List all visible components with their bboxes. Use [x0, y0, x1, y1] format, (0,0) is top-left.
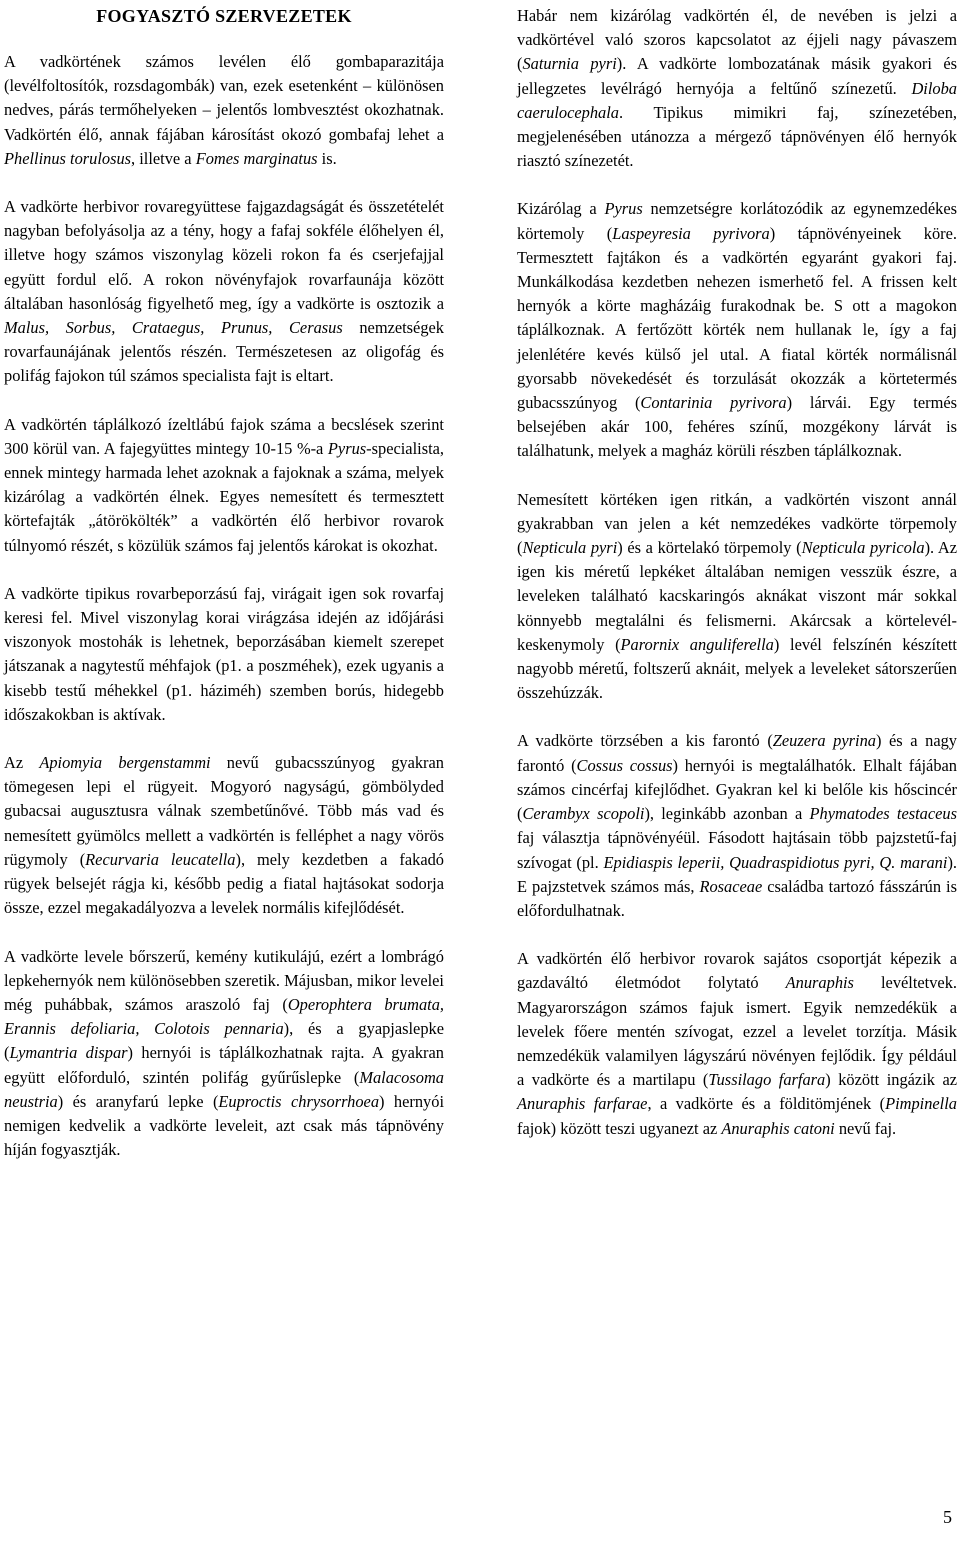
paragraph-pollination: A vadkörte tipikus rovarbeporzású faj, virágait igen sok rovarfaj keresi fel. Mivel viszonylag korai virágzása idején az időjárási viszonyok mostohák is lehetnek, beporzásában kiemelt szerepet játszanak a nagytestű méhfajok (p1. a poszméhek), ezek ugyanis a kisebb testű méhekkel (p1. háziméh) szemben borús, hidegebb időszakokban is aktívak. — [4, 583, 444, 724]
paragraph-herbivore-community: A vadkörte herbivor rovaregyüttese fajgazdagságát és összetételét nagyban befolyásolja az a tény, hogy a fafaj sokféle élőhelyen él, illetve hogy számos viszonylag közeli rokon fa és cserjefajjal együtt fordul elő. A rokon növényfajok rovarfaunája között általában hasonlóság figyelhető meg, így a vadkörte is osztozik a Malus, Sorbus, Crataegus, Prunus, Cerasus nemzetségek rovarfaunájának jelentős részén. Természetesen az oligofág és polifág fajokon túl számos specialista fajt is eltart. — [4, 197, 445, 386]
paragraph-aphids: A vadkörtén élő herbivor rovarok sajátos csoportját képezik a gazdaváltó életmódot folytató Anuraphis levéltetvek. Magyarországon számos fajuk ismert. Egyik nemzedékük a levelek főere mentén szívogat, ezzel a levelet torzítja. Másik nemzedékük valamilyen lágyszárú növényen fejlődik. Így például a vadkörte és a martilapu (Tussilago farfara) között ingázik az Anuraphis farfarae, a vadkörte és a földitömjének (Pimpinella fajok) között teszi ugyanezt az Anuraphis catoni nevű faj. — [517, 949, 958, 1138]
paragraph-gall-midge: Az Apiomyia bergenstammi nevű gubacsszúnyog gyakran tömegesen lepi el rügyeit. Mogyoró nagyságú, gömbölyded gubacsai augusztusra válnak szembetűnővé. Több más vad és nemesített gyümölcs mellett a vadkörtén is felléphet a nagy vörös rügymoly (Recurvaria leucatella), mely kezdetben a fakadó rügyek belsejét rágja ki, később pedig a fiatal hajtásokat sodorja össze, ezzel megakadályozva a levelek normális kifejlődését. — [4, 753, 444, 918]
paragraph-wood-borers: A vadkörte törzsében a kis farontó (Zeuzera pyrina) és a nagy farontó (Cossus cossus) hernyói is megtalálhatók. Elhalt fájában számos cincérfaj kifejlődhet. Gyakran kel ki belőle kis hőscincér (Cerambyx scopoli), leginkább azonban a Phymatodes testaceus faj választja tápnövényéül. Fásodott hajtásain több pajzstetű-faj szívogat (pl. Epidiaspis leperii, Quadraspidiotus pyri, Q. marani). E pajzstetvek számos más, Rosaceae családba tartozó fásszárún is előfordulhatnak. — [517, 731, 957, 920]
right-column — [517, 4, 957, 1165]
paragraph-leaf-miners: Nemesített körtéken igen ritkán, a vadkörtén viszont annál gyakrabban van jelen a két nemzedékes vadkörte törpemoly (Nepticula pyri) és a körtelakó törpemoly (Nepticula pyricola). Az igen kis méretű lepkéket általában nemigen vesszük észre, a leveleken található kacskaringós aknákat viszont már sokkal könnyebb megtalálni és felismerni. Akárcsak a körtelevél-keskenymoly (Parornix anguliferella) levél felszínén készített nagyobb méretű, foltszerű aknáit, melyek a leveleket sátorszerűen összehúzzák. — [517, 489, 957, 703]
paragraph-arthropod-count: A vadkörtén táplálkozó ízeltlábú fajok száma a becslések szerint 300 körül van. A fajegyüttes mintegy 10-15 %-a Pyrus-specialista, ennek mintegy harmada lehet azoknak a fajoknak a száma, melyek kizárólag a vadkörtén élnek. Egyes nemesített és termesztett körtefajták „átörökölték” a vadkörtén élő herbivor rovarok túlnyomó részét, s közülük számos faj jelentős károkat is okozhat. — [4, 414, 444, 555]
paragraph-peacock-moth: Habár nem kizárólag vadkörtén él, de nevében is jelzi a vadkörtével való szoros kapcsolatot az éjjeli nagy pávaszem (Saturnia pyri). A vadkörte lombozatának másik gyakori és jellegzetes levélrágó hernyója a feltűnő színezetű. Diloba caerulocephala. Tipikus mimikri faj, színezetében, megjelenésében utánozza a mérgező tápnövényen élő hernyók riasztó színezetét. — [517, 6, 957, 171]
paragraph-leaf-moths: A vadkörte levele bőrszerű, kemény kutikulájú, ezért a lombrágó lepkehernyók nem különösebben szeretik. Májusban, mikor levelei még puhábbak, számos araszoló faj (Operophtera brumata, Erannis defoliaria, Colotois pennaria), és a gyapjaslepke (Lymantria dispar) hernyói is táplálkozhatnak rajta. A gyakran együtt előforduló, szintén polifág gyűrűslepke (Malacosoma neustria) és aranyfarú lepke (Euproctis chrysorrhoea) hernyói nemigen kedvelik a vadkörte leveleit, azt csak más tápnövény híján fogyasztják. — [4, 946, 444, 1160]
left-column — [4, 4, 444, 1186]
paragraph-pear-moth: Kizárólag a Pyrus nemzetségre korlátozódik az egynemzedékes körtemoly (Laspeyresia pyrivora) tápnövényeinek köre. Termesztett fajtákon és a vadkörtén egyaránt gyakori faj. Munkálkodása kezdetben nehezen ismerhető fel. A frissen kelt hernyók a körte magházáig furakodnak be. S ott a magokon táplálkoznak. A fertőzött körték nem hullanak le, így a faj jelenlétére kevés külső jel utal. A fiatal körték normálisnál gyorsabb növekedését és torzulását okozzák a körtetermés gubacsszúnyog (Contarinia pyrivora) lárvái. Egy termés belsejében akár 100, fehéres színű, mozgékony lárvát is találhatunk, melyek a magház körüli részben táplálkoznak. — [517, 199, 957, 461]
paragraph-fungi: A vadkörtének számos levélen élő gombaparazitája (levélfoltosítók, rozsdagombák) van, ezek esetenként – különösen nedves, párás termőhelyeken – jelentős lombvesztést okozhatnak. Vadkörtén élő, annak fájában károsítást okozó gombafaj lehet a Phellinus torulosus, illetve a Fomes marginatus is. — [4, 52, 444, 168]
section-heading: FOGYASZTÓ SZERVEZETEK — [96, 6, 352, 26]
page-number: 5 — [943, 1507, 952, 1527]
